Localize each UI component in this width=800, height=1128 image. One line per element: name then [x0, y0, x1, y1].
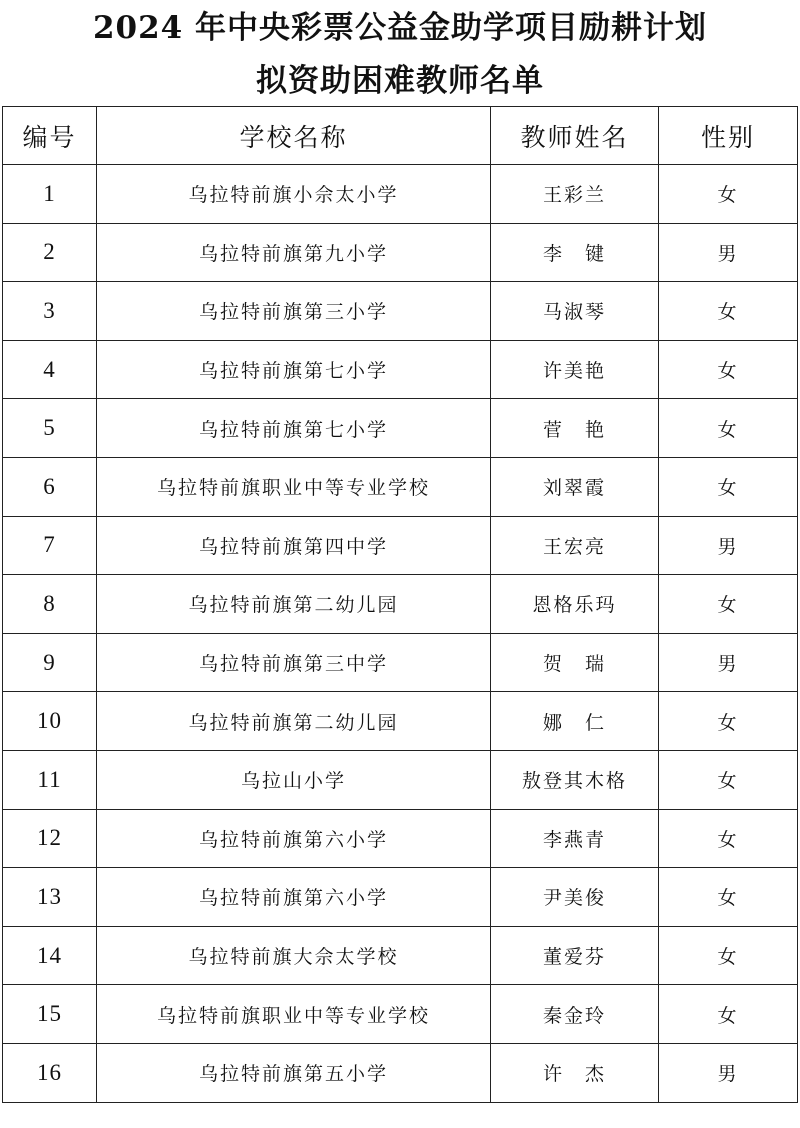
cell-school-name: 乌拉特前旗第九小学	[97, 223, 491, 282]
cell-teacher-name: 恩格乐玛	[491, 575, 659, 634]
teacher-roster-table	[2, 106, 798, 1103]
cell-teacher-name: 王彩兰	[491, 165, 659, 224]
cell-number: 8	[3, 575, 97, 634]
cell-number: 3	[3, 282, 97, 341]
table-row	[3, 165, 798, 224]
table-row	[3, 282, 798, 341]
table-row	[3, 516, 798, 575]
cell-school-name: 乌拉特前旗第二幼儿园	[97, 692, 491, 751]
table-row	[3, 926, 798, 985]
cell-number: 12	[3, 809, 97, 868]
cell-teacher-name: 娜 仁	[491, 692, 659, 751]
cell-teacher-name: 董爱芬	[491, 926, 659, 985]
cell-school-name: 乌拉特前旗第七小学	[97, 399, 491, 458]
cell-gender: 女	[659, 457, 798, 516]
cell-school-name: 乌拉特前旗第五小学	[97, 1043, 491, 1102]
cell-number: 15	[3, 985, 97, 1044]
cell-gender: 女	[659, 692, 798, 751]
cell-gender: 女	[659, 340, 798, 399]
cell-gender: 男	[659, 633, 798, 692]
cell-school-name: 乌拉特前旗第三中学	[97, 633, 491, 692]
table-row	[3, 223, 798, 282]
cell-teacher-name: 刘翠霞	[491, 457, 659, 516]
cell-school-name: 乌拉特前旗小佘太小学	[97, 165, 491, 224]
table-header-row	[3, 107, 798, 165]
cell-school-name: 乌拉特前旗第二幼儿园	[97, 575, 491, 634]
cell-number: 16	[3, 1043, 97, 1102]
cell-teacher-name: 尹美俊	[491, 868, 659, 927]
cell-gender: 男	[659, 223, 798, 282]
cell-gender: 男	[659, 1043, 798, 1102]
cell-teacher-name: 贺 瑞	[491, 633, 659, 692]
cell-gender: 女	[659, 399, 798, 458]
cell-teacher-name: 许 杰	[491, 1043, 659, 1102]
cell-teacher-name: 李燕青	[491, 809, 659, 868]
cell-school-name: 乌拉特前旗职业中等专业学校	[97, 985, 491, 1044]
cell-teacher-name: 敖登其木格	[491, 750, 659, 809]
cell-teacher-name: 许美艳	[491, 340, 659, 399]
cell-number: 6	[3, 457, 97, 516]
cell-school-name: 乌拉山小学	[97, 750, 491, 809]
cell-number: 4	[3, 340, 97, 399]
table-row	[3, 575, 798, 634]
cell-gender: 女	[659, 575, 798, 634]
table-row	[3, 868, 798, 927]
table-row	[3, 340, 798, 399]
table-row	[3, 633, 798, 692]
header-gender: 性别	[659, 107, 798, 165]
cell-gender: 男	[659, 516, 798, 575]
cell-gender: 女	[659, 809, 798, 868]
cell-school-name: 乌拉特前旗第六小学	[97, 868, 491, 927]
cell-number: 14	[3, 926, 97, 985]
cell-number: 2	[3, 223, 97, 282]
cell-school-name: 乌拉特前旗职业中等专业学校	[97, 457, 491, 516]
header-school-name: 学校名称	[97, 107, 491, 165]
cell-school-name: 乌拉特前旗大佘太学校	[97, 926, 491, 985]
cell-number: 10	[3, 692, 97, 751]
table-row	[3, 399, 798, 458]
table-row	[3, 750, 798, 809]
cell-gender: 女	[659, 985, 798, 1044]
cell-school-name: 乌拉特前旗第六小学	[97, 809, 491, 868]
cell-number: 7	[3, 516, 97, 575]
table-row	[3, 457, 798, 516]
cell-gender: 女	[659, 282, 798, 341]
cell-number: 5	[3, 399, 97, 458]
cell-school-name: 乌拉特前旗第七小学	[97, 340, 491, 399]
cell-number: 11	[3, 750, 97, 809]
table-body	[3, 165, 798, 1103]
cell-teacher-name: 马淑琴	[491, 282, 659, 341]
cell-number: 13	[3, 868, 97, 927]
table-row	[3, 985, 798, 1044]
cell-gender: 女	[659, 926, 798, 985]
cell-gender: 女	[659, 750, 798, 809]
table-row	[3, 1043, 798, 1102]
document-title-line-2: 拟资助困难教师名单	[256, 63, 544, 99]
document-title-line-1: 2024 年中央彩票公益金助学项目励耕计划	[92, 10, 708, 46]
cell-teacher-name: 秦金玲	[491, 985, 659, 1044]
cell-school-name: 乌拉特前旗第三小学	[97, 282, 491, 341]
header-teacher-name: 教师姓名	[491, 107, 659, 165]
cell-teacher-name: 王宏亮	[491, 516, 659, 575]
table-row	[3, 809, 798, 868]
cell-gender: 女	[659, 165, 798, 224]
cell-gender: 女	[659, 868, 798, 927]
table-row	[3, 692, 798, 751]
cell-number: 1	[3, 165, 97, 224]
cell-teacher-name: 菅 艳	[491, 399, 659, 458]
cell-teacher-name: 李 键	[491, 223, 659, 282]
cell-number: 9	[3, 633, 97, 692]
header-number: 编号	[3, 107, 97, 165]
cell-school-name: 乌拉特前旗第四中学	[97, 516, 491, 575]
